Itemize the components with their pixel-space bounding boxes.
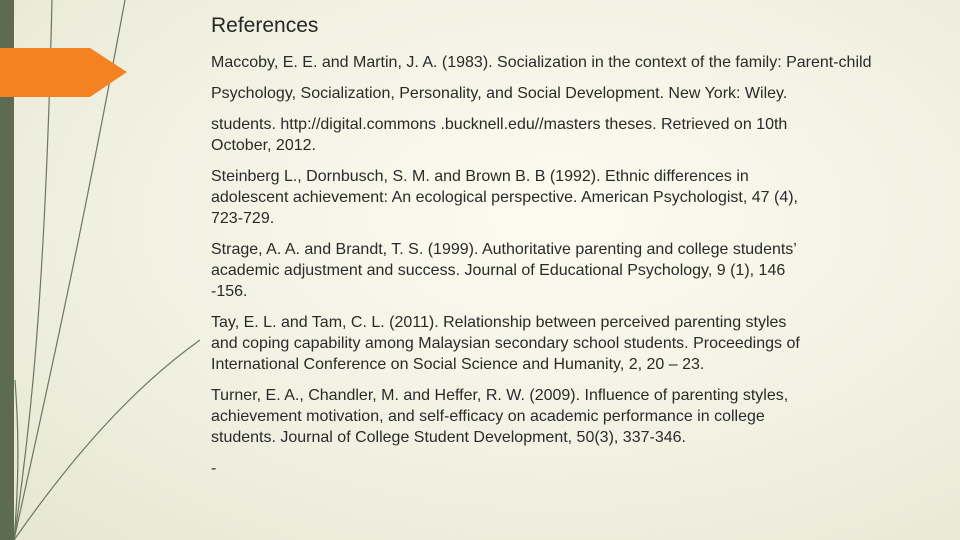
slide-title: References — [211, 14, 319, 37]
reference-item: Steinberg L., Dornbusch, S. M. and Brown B. B (1992). Ethnic differences in adolescent achievement: An ecological perspective. American Psychologist, 47 (4), 723-729. — [211, 168, 798, 227]
reference-item: students. http://digital.commons .bucknell.edu//masters theses. Retrieved on 10th October, 2012. — [211, 116, 788, 154]
reference-item: Maccoby, E. E. and Martin, J. A. (1983). Socialization in the context of the family: Parent-child — [211, 54, 872, 71]
reference-item: Tay, E. L. and Tam, C. L. (2011). Relationship between perceived parenting styles and coping capability among Malaysian secondary school students. Proceedings of International Conference on Social Science and Humanity, 2, 20 – 23. — [211, 314, 800, 373]
reference-list — [211, 52, 911, 489]
reference-item: Strage, A. A. and Brandt, T. S. (1999). Authoritative parenting and college students’ academic adjustment and success. Journal of Educational Psychology, 9 (1), 146 -156. — [211, 241, 797, 300]
decorative-arrow-graphic — [0, 0, 200, 540]
reference-item: Psychology, Socialization, Personality, and Social Development. New York: Wiley. — [211, 85, 788, 102]
reference-item: - — [211, 460, 217, 477]
reference-item: Turner, E. A., Chandler, M. and Heffer, R. W. (2009). Influence of parenting styles, achievement motivation, and self-efficacy on academic performance in college students. Journal of College Student Development, 50(3), 337-346. — [211, 387, 789, 446]
